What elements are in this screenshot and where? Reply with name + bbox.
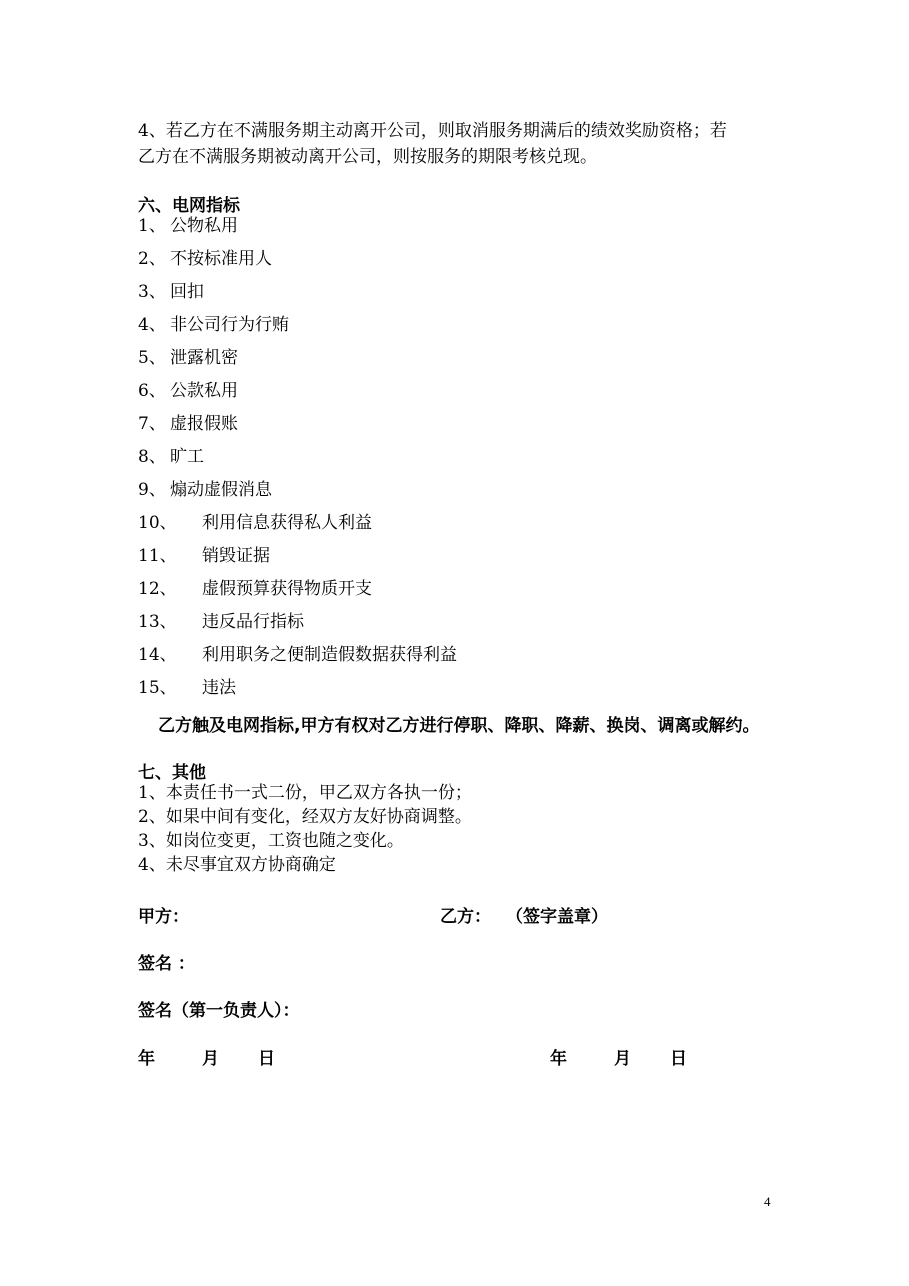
party-b-label: 乙方： bbox=[440, 907, 491, 927]
section-7-item-3: 3、如岗位变更，工资也随之变化。 bbox=[138, 831, 404, 851]
section-6-item-text: 公物私用 bbox=[170, 216, 238, 236]
section-6-item bbox=[138, 248, 272, 270]
section-6-item-text: 非公司行为行贿 bbox=[170, 315, 289, 335]
section-7-item-2: 2、如果中间有变化，经双方友好协商调整。 bbox=[138, 807, 472, 827]
section-6-item bbox=[138, 644, 457, 666]
section-6-item bbox=[138, 215, 238, 237]
section-6-item-number: 13、 bbox=[138, 612, 177, 632]
section-6-item bbox=[138, 677, 236, 699]
section-6-item-text: 利用职务之便制造假数据获得利益 bbox=[202, 645, 457, 665]
section-6-item bbox=[138, 545, 270, 567]
party-b-month: 月 bbox=[614, 1049, 631, 1069]
section-6-item-number: 4、 bbox=[138, 315, 166, 335]
party-a-year: 年 bbox=[138, 1049, 155, 1069]
section-6-item-text: 公款私用 bbox=[170, 381, 238, 401]
section-6-item-text: 违法 bbox=[202, 678, 236, 698]
section-6-item bbox=[138, 611, 304, 633]
section-6-item-text: 煽动虚假消息 bbox=[170, 480, 272, 500]
section-6-item-number: 8、 bbox=[138, 447, 166, 467]
section-6-item bbox=[138, 578, 372, 600]
section-7-heading: 七、其他 bbox=[138, 763, 206, 783]
section-6-item-text: 违反品行指标 bbox=[202, 612, 304, 632]
section-6-item-text: 旷工 bbox=[170, 447, 204, 467]
section-6-item-number: 1、 bbox=[138, 216, 166, 236]
section-6-item-number: 9、 bbox=[138, 480, 166, 500]
leader-signature-label: 签名（第一负责人）： bbox=[138, 1001, 300, 1021]
section-6-statement: 乙方触及电网指标,甲方有权对乙方进行停职、降职、降薪、换岗、调离或解约。 bbox=[158, 716, 760, 736]
section-6-item bbox=[138, 380, 238, 402]
section-6-item-text: 泄露机密 bbox=[170, 348, 238, 368]
section-6-item-number: 2、 bbox=[138, 249, 166, 269]
section-6-item-number: 14、 bbox=[138, 645, 177, 665]
clause-4-line-2: 乙方在不满服务期被动离开公司，则按服务的期限考核兑现。 bbox=[138, 147, 597, 167]
section-6-item bbox=[138, 512, 372, 534]
section-6-heading: 六、电网指标 bbox=[138, 196, 240, 216]
section-6-item-number: 12、 bbox=[138, 579, 177, 599]
section-6-item bbox=[138, 479, 272, 501]
signature-label: 签名 ： bbox=[138, 954, 195, 974]
section-6-item bbox=[138, 413, 238, 435]
section-7-item-1: 1、本责任书一式二份，甲乙双方各执一份； bbox=[138, 783, 472, 803]
party-b-seal-note: （签字盖章） bbox=[506, 907, 608, 927]
section-6-item bbox=[138, 314, 289, 336]
party-b-year: 年 bbox=[550, 1049, 567, 1069]
page-number: 4 bbox=[764, 1194, 771, 1209]
section-6-item-number: 3、 bbox=[138, 282, 166, 302]
section-6-item-number: 7、 bbox=[138, 414, 166, 434]
section-6-item-number: 6、 bbox=[138, 381, 166, 401]
section-7-item-4: 4、未尽事宜双方协商确定 bbox=[138, 855, 336, 875]
section-6-item-text: 回扣 bbox=[170, 282, 204, 302]
section-6-item-text: 虚假预算获得物质开支 bbox=[202, 579, 372, 599]
section-6-item-number: 15、 bbox=[138, 678, 177, 698]
section-6-item-text: 利用信息获得私人利益 bbox=[202, 513, 372, 533]
section-6-item-number: 5、 bbox=[138, 348, 166, 368]
party-a-month: 月 bbox=[202, 1049, 219, 1069]
section-6-item-number: 10、 bbox=[138, 513, 177, 533]
section-6-item bbox=[138, 281, 204, 303]
section-6-item-text: 不按标准用人 bbox=[170, 249, 272, 269]
party-b-day: 日 bbox=[670, 1049, 687, 1069]
section-6-item bbox=[138, 347, 238, 369]
section-6-item-text: 虚报假账 bbox=[170, 414, 238, 434]
section-6-item bbox=[138, 446, 204, 468]
clause-4-line-1: 4、若乙方在不满服务期主动离开公司，则取消服务期满后的绩效奖励资格；若 bbox=[138, 121, 727, 141]
party-a-day: 日 bbox=[258, 1049, 275, 1069]
party-a-label: 甲方： bbox=[138, 907, 189, 927]
section-6-item-text: 销毁证据 bbox=[202, 546, 270, 566]
section-6-item-number: 11、 bbox=[138, 546, 177, 566]
